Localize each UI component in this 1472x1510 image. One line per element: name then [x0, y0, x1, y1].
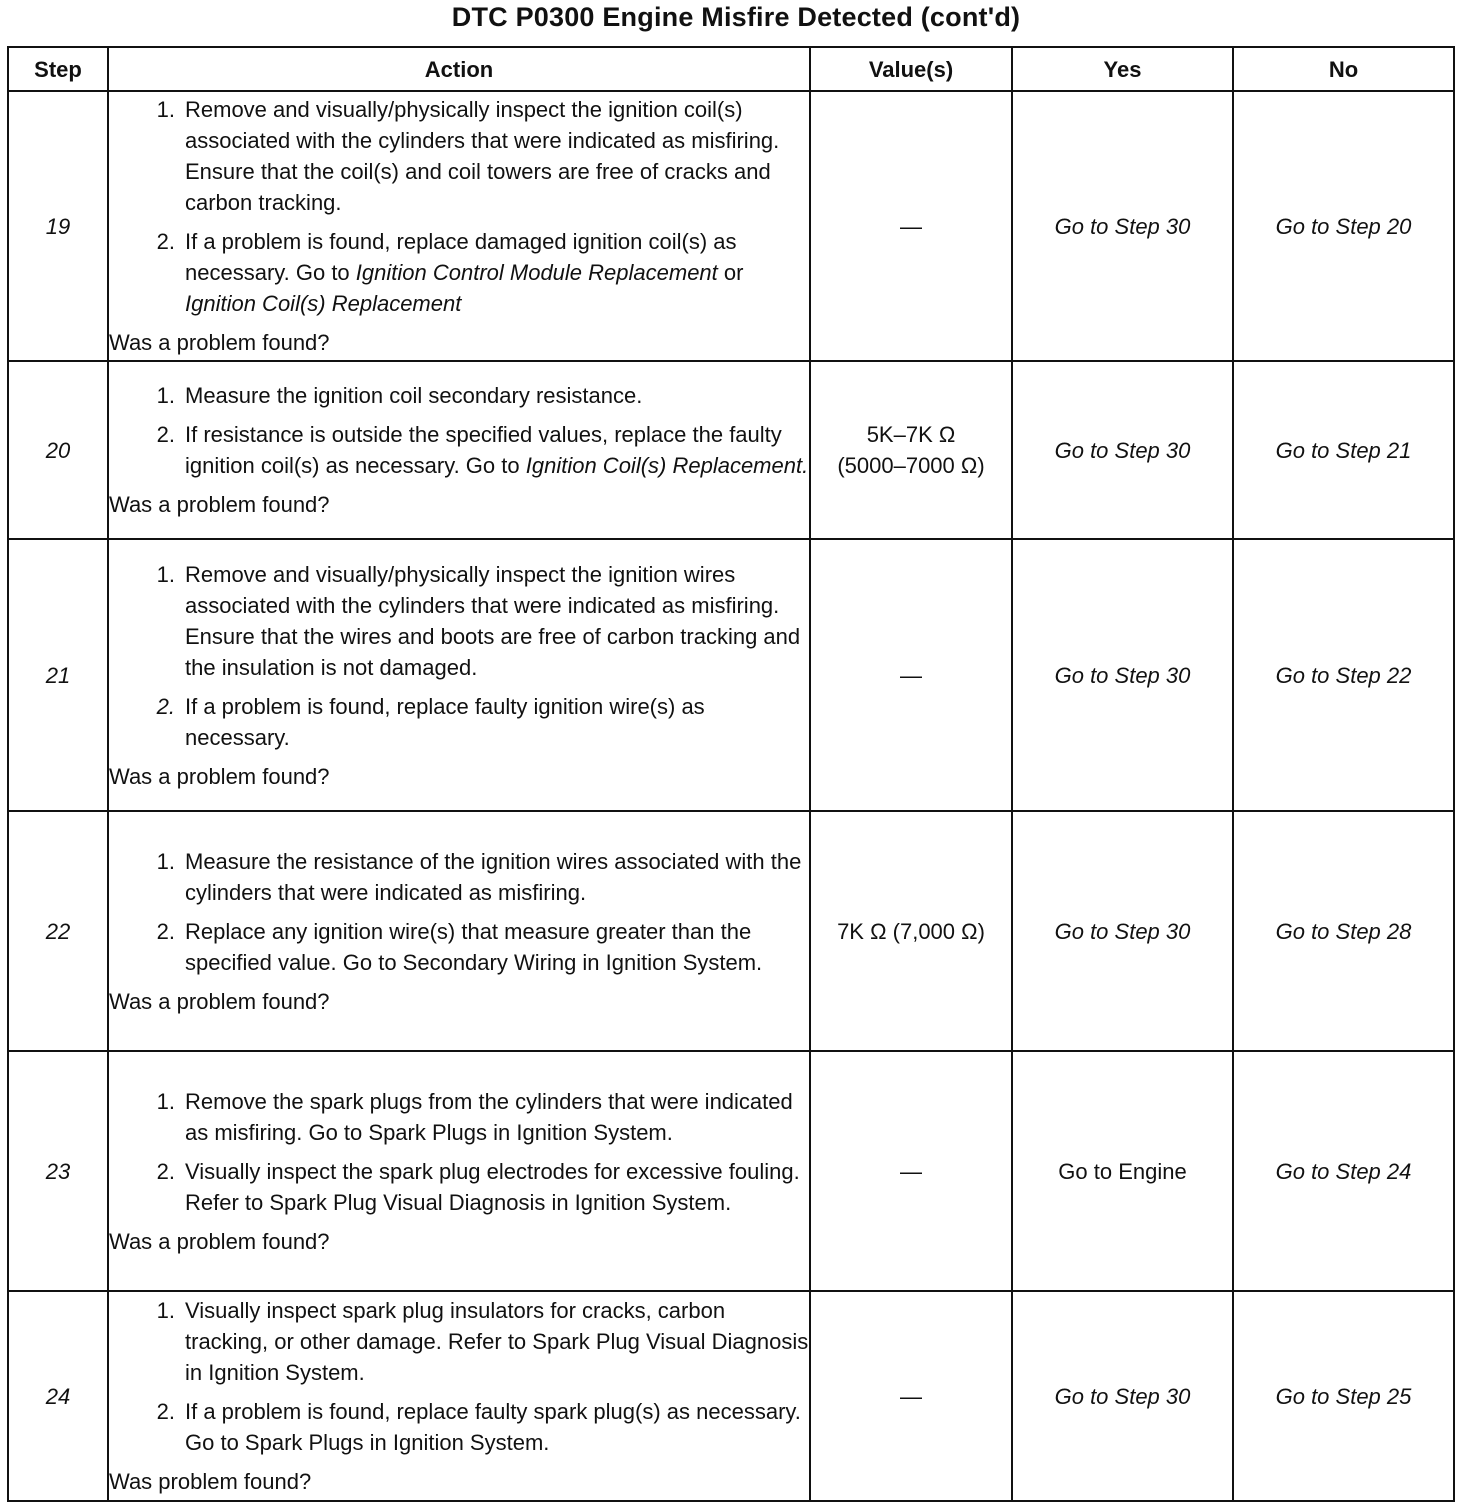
item-text: Remove the spark plugs from the cylinders that were indicated as misfiring. Go to Spark Plugs in Ignition System. — [185, 1088, 793, 1145]
table-row — [8, 1291, 1454, 1501]
item-number: 1. — [156, 561, 175, 587]
table-row — [8, 361, 1454, 539]
item-number: 1. — [156, 383, 175, 408]
table-row — [8, 91, 1454, 361]
question: Was problem found? — [109, 1469, 312, 1494]
item-text: Remove and visually/physically inspect the ignition wires associated with the cylinders that were indicated as misfiring. Ensure that the wires and boots are free of carbon tracking and the insulation is not damaged. — [185, 561, 801, 680]
action-item — [109, 1156, 809, 1218]
item-text-wrap — [185, 226, 809, 319]
diagnostic-table — [7, 46, 1455, 1502]
item-text: Visually inspect the spark plug electrodes for excessive fouling. Refer to Spark Plug Visual Diagnosis in Ignition System. — [185, 1158, 800, 1215]
page-title: DTC P0300 Engine Misfire Detected (cont'd) — [451, 2, 1021, 32]
item-text: Replace any ignition wire(s) that measure greater than the specified value. Go to Secondary Wiring in Ignition System. — [185, 918, 763, 975]
action-item — [109, 559, 809, 683]
item-text-wrap — [185, 419, 809, 481]
value-line: (5000–7000 Ω) — [837, 453, 985, 478]
no-cell: Go to Step 21 — [1233, 361, 1454, 539]
item-number: 2. — [156, 1399, 175, 1424]
yes-cell: Go to Engine — [1012, 1051, 1233, 1291]
action-item — [109, 916, 809, 978]
reference-link: Ignition Coil(s) Replacement. — [525, 453, 809, 478]
action-item — [109, 94, 809, 218]
item-number: 2. — [156, 1158, 175, 1184]
action-item — [109, 846, 809, 908]
item-text: Remove and visually/physically inspect the ignition coil(s) associated with the cylinders that were indicated as misfiring. Ensure that the coil(s) and coil towers are free of cracks and carbon tracking. — [185, 97, 780, 215]
header-values: Value(s) — [810, 47, 1012, 91]
item-text: or — [723, 260, 744, 285]
value-cell: — — [810, 539, 1012, 811]
action-cell — [108, 539, 810, 811]
item-text: Measure the ignition coil secondary resistance. — [185, 383, 643, 408]
item-number: 2. — [156, 918, 175, 944]
action-cell — [108, 91, 810, 361]
reference-link: Ignition Control Module Replacement — [355, 260, 718, 285]
question: Was a problem found? — [109, 763, 330, 789]
value-cell: — — [810, 1051, 1012, 1291]
yes-cell: Go to Step 30 — [1012, 91, 1233, 361]
question: Was a problem found? — [109, 1228, 330, 1254]
step-number: 23 — [8, 1051, 108, 1291]
question: Was a problem found? — [109, 330, 330, 355]
table-row — [8, 811, 1454, 1051]
header-no: No — [1233, 47, 1454, 91]
item-text: Visually inspect spark plug insulators for cracks, carbon tracking, or other damage. Refer to Spark Plug Visual Diagnosis in Ignition System. — [185, 1298, 809, 1385]
no-cell: Go to Step 24 — [1233, 1051, 1454, 1291]
step-number: 20 — [8, 361, 108, 539]
action-cell — [108, 811, 810, 1051]
action-item — [109, 1295, 809, 1388]
no-cell: Go to Step 25 — [1233, 1291, 1454, 1501]
header-step: Step — [8, 47, 108, 91]
header-yes: Yes — [1012, 47, 1233, 91]
item-text: If a problem is found, replace damaged ignition coil(s) as necessary. Go to — [185, 229, 737, 285]
item-text: If a problem is found, replace faulty ignition wire(s) as necessary. — [185, 693, 705, 750]
step-number: 19 — [8, 91, 108, 361]
item-text: If a problem is found, replace faulty spark plug(s) as necessary. Go to Spark Plugs in Ignition System. — [185, 1399, 801, 1455]
value-cell — [810, 361, 1012, 539]
action-item — [109, 1086, 809, 1148]
value-cell: 7K Ω (7,000 Ω) — [810, 811, 1012, 1051]
yes-cell: Go to Step 30 — [1012, 361, 1233, 539]
action-item — [109, 691, 809, 753]
reference-link: Ignition Coil(s) Replacement — [185, 291, 462, 316]
step-number: 22 — [8, 811, 108, 1051]
item-number: 1. — [156, 97, 175, 122]
item-text: If resistance is outside the specified values, replace the faulty ignition coil(s) as necessary. Go to — [185, 422, 782, 478]
item-number: 2. — [156, 229, 175, 254]
header-action: Action — [108, 47, 810, 91]
yes-cell: Go to Step 30 — [1012, 539, 1233, 811]
step-number: 24 — [8, 1291, 108, 1501]
header-row — [8, 47, 1454, 91]
table-row — [8, 539, 1454, 811]
no-cell: Go to Step 28 — [1233, 811, 1454, 1051]
item-number: 1. — [156, 1088, 175, 1114]
no-cell: Go to Step 20 — [1233, 91, 1454, 361]
yes-cell: Go to Step 30 — [1012, 1291, 1233, 1501]
value-cell: — — [810, 1291, 1012, 1501]
action-item — [109, 1396, 809, 1458]
item-text: Measure the resistance of the ignition wires associated with the cylinders that were indicated as misfiring. — [185, 848, 802, 905]
item-number: 2. — [156, 693, 175, 719]
action-item — [109, 226, 809, 319]
item-number: 1. — [156, 848, 175, 874]
question: Was a problem found? — [109, 492, 330, 517]
item-number: 1. — [156, 1298, 175, 1323]
no-cell: Go to Step 22 — [1233, 539, 1454, 811]
action-item — [109, 419, 809, 481]
value-cell: — — [810, 91, 1012, 361]
yes-cell: Go to Step 30 — [1012, 811, 1233, 1051]
question: Was a problem found? — [109, 988, 330, 1014]
table-row — [8, 1051, 1454, 1291]
action-item — [109, 380, 809, 411]
action-cell — [108, 1291, 810, 1501]
action-cell — [108, 1051, 810, 1291]
step-number: 21 — [8, 539, 108, 811]
value-line: 5K–7K Ω — [866, 422, 956, 447]
item-number: 2. — [156, 422, 175, 447]
action-cell — [108, 361, 810, 539]
